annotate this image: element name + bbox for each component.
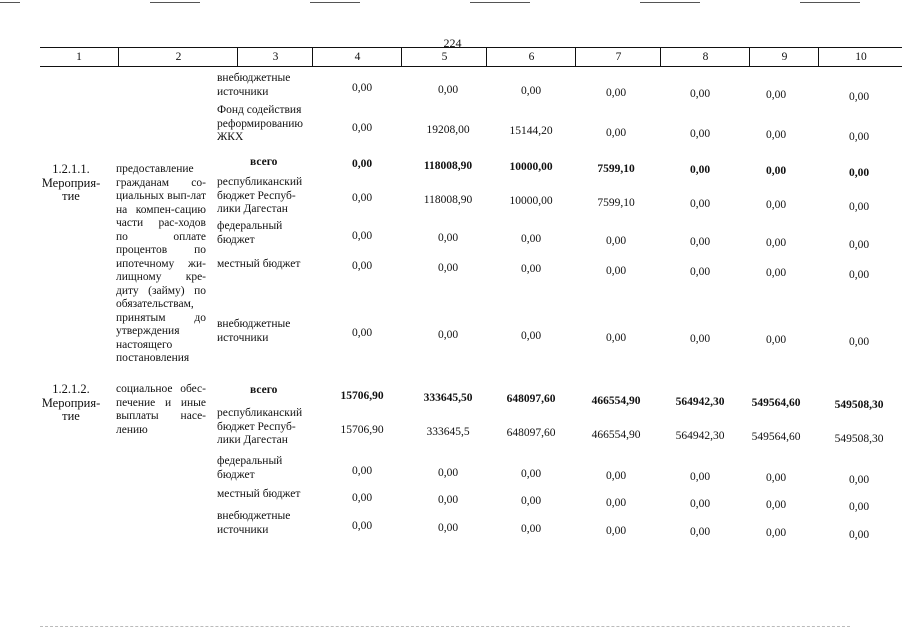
row-value: 0,00 — [520, 263, 542, 275]
row-value: 0,00 — [848, 529, 870, 541]
row-label: всего — [250, 384, 278, 396]
row-label: внебюджетные источники — [217, 72, 291, 98]
column-header-4: 4 — [312, 48, 402, 66]
row-value: 0,00 — [848, 201, 870, 213]
row-value: 549564,60 — [751, 431, 801, 443]
row-value: 549508,30 — [834, 399, 884, 411]
row-value: 0,00 — [351, 158, 373, 170]
row-value: 333645,50 — [423, 392, 473, 404]
column-header-6: 6 — [486, 48, 576, 66]
row-value: 0,00 — [689, 498, 711, 510]
row-value: 0,00 — [605, 332, 627, 344]
measure-code: 1.2.1.2. Мероприя- тие — [41, 382, 101, 423]
row-value: 118008,90 — [423, 194, 473, 206]
row-value: 0,00 — [689, 526, 711, 538]
row-value: 118008,90 — [423, 160, 473, 172]
row-value: 0,00 — [765, 129, 787, 141]
row-value: 648097,60 — [506, 393, 556, 405]
column-header-9: 9 — [749, 48, 819, 66]
row-value: 0,00 — [765, 199, 787, 211]
row-value: 333645,5 — [426, 426, 470, 438]
row-label: местный бюджет — [217, 258, 301, 270]
row-value: 0,00 — [351, 492, 373, 504]
row-value: 0,00 — [689, 333, 711, 345]
row-label: Фонд содействия реформированию ЖКХ — [217, 104, 303, 143]
row-value: 0,00 — [520, 495, 542, 507]
row-value: 0,00 — [437, 232, 459, 244]
row-value: 0,00 — [351, 122, 373, 134]
row-value: 0,00 — [689, 88, 711, 100]
row-value: 648097,60 — [506, 427, 556, 439]
row-label: внебюджетные источники — [217, 318, 291, 344]
row-value: 10000,00 — [509, 195, 553, 207]
row-value: 549564,60 — [751, 397, 801, 409]
column-header-8: 8 — [660, 48, 750, 66]
row-value: 7599,10 — [597, 163, 635, 175]
row-value: 564942,30 — [675, 430, 725, 442]
row-value: 0,00 — [351, 260, 373, 272]
row-value: 0,00 — [605, 87, 627, 99]
row-value: 0,00 — [689, 128, 711, 140]
row-value: 0,00 — [351, 192, 373, 204]
row-value: 0,00 — [605, 470, 627, 482]
row-label: внебюджетные источники — [217, 510, 291, 536]
row-value: 0,00 — [437, 262, 459, 274]
row-value: 0,00 — [765, 165, 787, 177]
measure-description: предоставление гражданам со-циальных вып-лат на компен-сацию части рас-ходов по оплате процентов по ипотечному жи-лищному кре-диту (займу) по обязательствам, принятым до утверждения настоящего постановления — [116, 163, 206, 364]
row-value: 0,00 — [689, 164, 711, 176]
row-value: 0,00 — [605, 265, 627, 277]
row-value: 15706,90 — [340, 424, 384, 436]
row-label: федеральный бюджет — [217, 455, 283, 481]
row-value: 0,00 — [605, 235, 627, 247]
row-value: 0,00 — [765, 334, 787, 346]
row-value: 0,00 — [848, 336, 870, 348]
row-value: 0,00 — [437, 494, 459, 506]
column-header-row — [40, 47, 902, 67]
row-value: 0,00 — [765, 267, 787, 279]
row-value: 0,00 — [848, 91, 870, 103]
row-value: 0,00 — [848, 167, 870, 179]
row-value: 10000,00 — [509, 161, 553, 173]
row-value: 0,00 — [351, 230, 373, 242]
row-value: 0,00 — [605, 497, 627, 509]
row-value: 466554,90 — [591, 429, 641, 441]
column-header-5: 5 — [401, 48, 487, 66]
row-value: 0,00 — [351, 465, 373, 477]
row-value: 0,00 — [848, 131, 870, 143]
row-value: 7599,10 — [597, 197, 635, 209]
row-value: 0,00 — [848, 501, 870, 513]
row-value: 0,00 — [765, 527, 787, 539]
row-value: 0,00 — [848, 239, 870, 251]
row-value: 0,00 — [351, 82, 373, 94]
row-value: 0,00 — [520, 85, 542, 97]
row-label: республиканский бюджет Респуб- лики Дагестан — [217, 407, 303, 446]
row-value: 0,00 — [437, 329, 459, 341]
row-value: 0,00 — [520, 523, 542, 535]
row-value: 15144,20 — [509, 125, 553, 137]
row-value: 0,00 — [765, 499, 787, 511]
row-label: всего — [250, 156, 278, 168]
row-value: 0,00 — [848, 269, 870, 281]
row-value: 0,00 — [351, 327, 373, 339]
row-value: 0,00 — [437, 467, 459, 479]
row-value: 0,00 — [848, 474, 870, 486]
measure-description: социальное обес-печение и иные выплаты насе-лению — [116, 383, 206, 436]
page-number: 224 — [443, 36, 462, 50]
row-value: 0,00 — [437, 522, 459, 534]
row-value: 0,00 — [689, 266, 711, 278]
row-value: 0,00 — [765, 472, 787, 484]
row-label: местный бюджет — [217, 488, 301, 500]
column-header-1: 1 — [76, 51, 82, 63]
row-value: 0,00 — [765, 237, 787, 249]
row-value: 0,00 — [689, 198, 711, 210]
row-value: 0,00 — [520, 468, 542, 480]
row-label: федеральный бюджет — [217, 220, 283, 246]
row-value: 15706,90 — [340, 390, 384, 402]
row-label: республиканский бюджет Респуб- лики Дагестан — [217, 176, 303, 215]
row-value: 0,00 — [520, 233, 542, 245]
column-header-3: 3 — [237, 48, 313, 66]
bottom-scan-rule — [40, 626, 850, 628]
row-value: 466554,90 — [591, 395, 641, 407]
column-header-2: 2 — [118, 48, 238, 66]
row-value: 19208,00 — [426, 124, 470, 136]
row-value: 0,00 — [605, 525, 627, 537]
row-value: 0,00 — [437, 84, 459, 96]
row-value: 0,00 — [351, 520, 373, 532]
row-value: 0,00 — [689, 471, 711, 483]
column-header-10: 10 — [818, 48, 903, 66]
row-value: 0,00 — [605, 127, 627, 139]
row-value: 0,00 — [689, 236, 711, 248]
row-value: 0,00 — [520, 330, 542, 342]
row-value: 0,00 — [765, 89, 787, 101]
row-value: 564942,30 — [675, 396, 725, 408]
column-header-7: 7 — [575, 48, 661, 66]
row-value: 549508,30 — [834, 433, 884, 445]
measure-code: 1.2.1.1. Мероприя- тие — [41, 162, 101, 203]
